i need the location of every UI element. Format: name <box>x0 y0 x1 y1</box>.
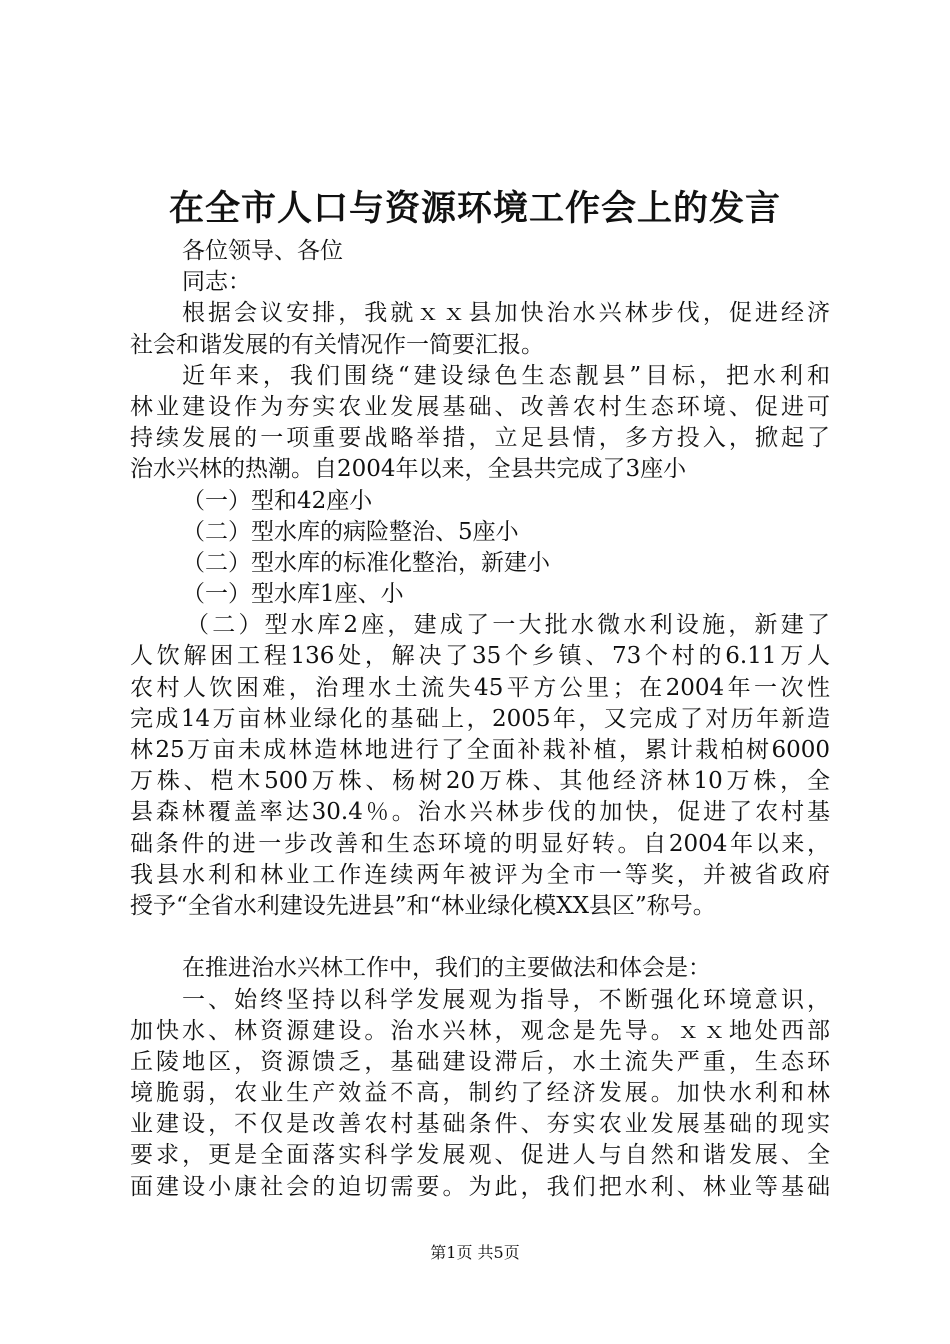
text-line: （二）型水库的病险整治、5座小 <box>182 518 519 545</box>
text-line: 在推进治水兴林工作中，我们的主要做法和体会是： <box>182 955 711 982</box>
text-line: 一、始终坚持以科学发展观为指导，不断强化环境意识， <box>182 986 830 1013</box>
text-line: 我县水利和林业工作连续两年被评为全市一等奖，并被省政府 <box>130 861 830 888</box>
text-line: 要求，更是全面落实科学发展观、促进人与自然和谐发展、全 <box>130 1142 830 1169</box>
text-line: 完成14万亩林业绿化的基础上，2005年，又完成了对历年新造 <box>130 705 830 732</box>
text-line: 授予“全省水利建设先进县”和“林业绿化模XX县区”称号。 <box>130 892 716 919</box>
text-line: 加快水、林资源建设。治水兴林，观念是先导。ｘｘ地处西部 <box>130 1017 830 1044</box>
text-line: 业建设，不仅是改善农村基础条件、夯实农业发展基础的现实 <box>130 1111 830 1138</box>
paragraph-gap <box>130 922 830 953</box>
text-line: 林业建设作为夯实农业发展基础、改善农村生态环境、促进可 <box>130 393 830 420</box>
text-line: 各位领导、各位 <box>182 238 343 264</box>
text-line: 人饮解困工程136处，解决了35个乡镇、73个村的6.11万人 <box>130 643 830 670</box>
page-number: 第1页 共5页 <box>430 1243 520 1262</box>
text-line: （一）型水库1座、小 <box>182 581 404 608</box>
document-body <box>130 236 830 1203</box>
text-line: 近年来，我们围绕“建设绿色生态靓县”目标，把水利和 <box>182 362 830 389</box>
text-line: 同志： <box>182 269 251 296</box>
text-line: 万株、桤木500万株、杨树20万株、其他经济林10万株，全 <box>130 768 830 795</box>
text-line: 县森林覆盖率达30.4％。治水兴林步伐的加快，促进了农村基 <box>130 799 830 826</box>
text-line: 持续发展的一项重要战略举措，立足县情，多方投入，掀起了 <box>130 425 830 452</box>
text-line: 根据会议安排，我就ｘｘ县加快治水兴林步伐，促进经济 <box>182 300 830 327</box>
text-line: （二）型水库2座，建成了一大批水微水利设施，新建了 <box>186 612 830 639</box>
text-line: 林25万亩未成林造林地进行了全面补栽补植，累计栽柏树6000 <box>130 737 830 763</box>
text-line: （二）型水库的标准化整治，新建小 <box>182 549 550 576</box>
text-line: 面建设小康社会的迫切需要。为此，我们把水利、林业等基础 <box>130 1173 830 1200</box>
text-line: 丘陵地区，资源馈乏，基础建设滞后，水土流失严重，生态环 <box>130 1048 830 1075</box>
page-title: 在全市人口与资源环境工作会上的发言 <box>168 188 781 229</box>
text-line: 治水兴林的热潮。自2004年以来，全县共完成了3座小 <box>130 456 687 483</box>
text-line: 社会和谐发展的有关情况作一简要汇报。 <box>130 331 544 358</box>
text-line: 农村人饮困难，治理水土流失45平方公里；在2004年一次性 <box>130 674 830 701</box>
text-line: 础条件的进一步改善和生态环境的明显好转。自2004年以来， <box>130 830 830 857</box>
text-line: 境脆弱，农业生产效益不高，制约了经济发展。加快水利和林 <box>130 1080 830 1107</box>
text-line: （一）型和42座小 <box>182 487 373 514</box>
